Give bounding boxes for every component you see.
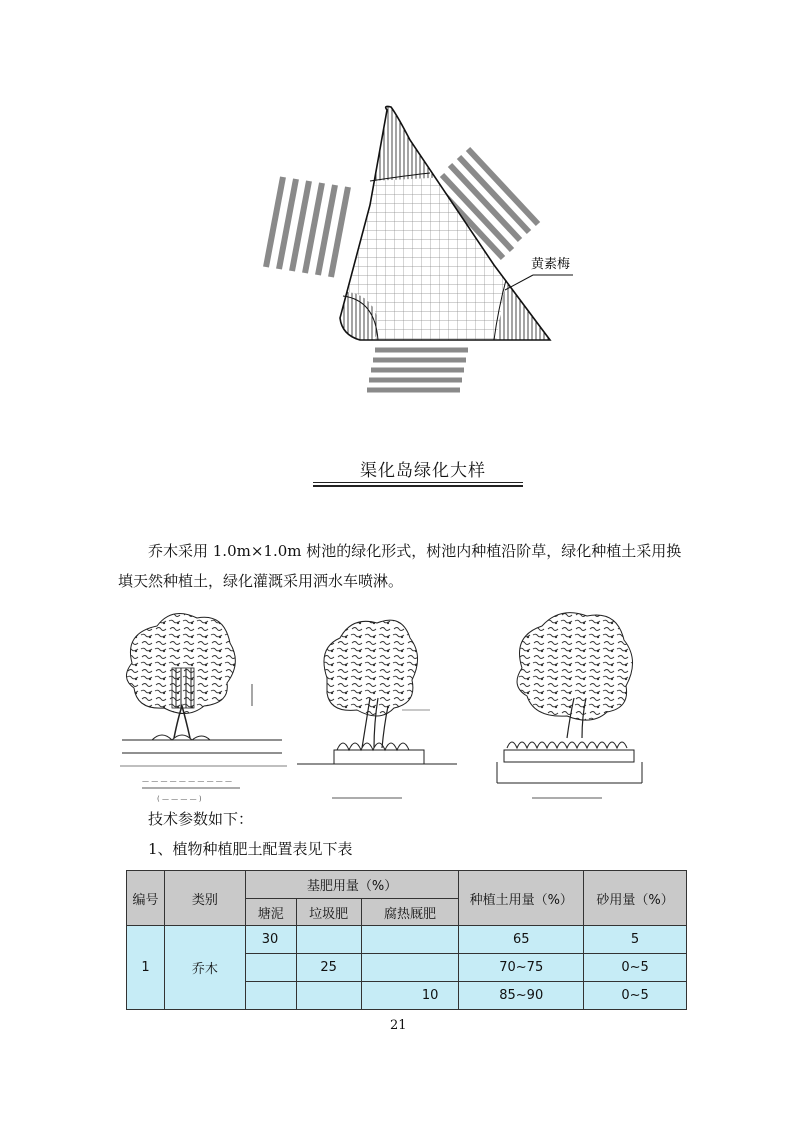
cell-sand: 5 [584,926,687,954]
header-pond-mud: 塘泥 [245,899,296,926]
header-category: 类别 [164,871,245,926]
header-manure: 腐热厩肥 [361,899,459,926]
table-row [127,926,687,954]
cell-pond-mud: 30 [245,926,296,954]
crosswalk-left [266,177,348,277]
figure-caption: 渠化岛绿化大样 [360,461,486,481]
caption-underline-thick [313,485,523,487]
tech-params-heading: 技术参数如下： [148,810,254,828]
caption-underline [313,482,523,483]
header-sand-amount: 砂用量（%） [584,871,687,926]
cell-garbage-fertilizer [296,926,361,954]
header-number: 编号 [127,871,165,926]
cell-manure [361,926,459,954]
tree-drawing-1 [120,614,287,804]
paragraph-line-2: 填天然种植土，绿化灌溉采用洒水车喷淋。 [118,572,404,590]
cell-sand: 0~5 [584,954,687,982]
plant-label: 黄素梅 [531,257,571,272]
header-base-fertilizer: 基肥用量（%） [245,871,459,899]
cell-soil: 70~75 [459,954,584,982]
header-soil-amount: 种植土用量（%） [459,871,584,926]
cell-garbage-fertilizer: 25 [296,954,361,982]
cell-garbage-fertilizer [296,982,361,1010]
cell-soil: 65 [459,926,584,954]
crosswalk-bottom [367,350,468,390]
fertilizer-soil-table [126,870,687,1010]
cell-manure: 10 [361,982,459,1010]
island-shape [312,95,570,358]
page-number: 21 [390,1018,407,1033]
svg-text:( — — — — ): ( — — — — ) [157,795,202,803]
header-garbage-fertilizer: 垃圾肥 [296,899,361,926]
cell-pond-mud [245,982,296,1010]
tree-drawing-2 [297,620,457,798]
table-title: 1、植物种植肥土配置表见下表 [148,840,353,858]
tree-pit-drawings [112,598,672,810]
svg-text:— — — — — — — — — —: — — — — — — — — — — [142,777,233,785]
cell-pond-mud [245,954,296,982]
cell-soil: 85~90 [459,982,584,1010]
tree-drawing-3 [497,613,642,798]
paragraph-line-1: 乔木采用 1.0m×1.0m 树池的绿化形式，树池内种植沿阶草，绿化种植土采用换 [148,542,682,560]
cell-manure [361,954,459,982]
cell-category: 乔木 [164,926,245,1010]
channelization-island-diagram [250,95,590,405]
cell-sand: 0~5 [584,982,687,1010]
cell-number: 1 [127,926,165,1010]
